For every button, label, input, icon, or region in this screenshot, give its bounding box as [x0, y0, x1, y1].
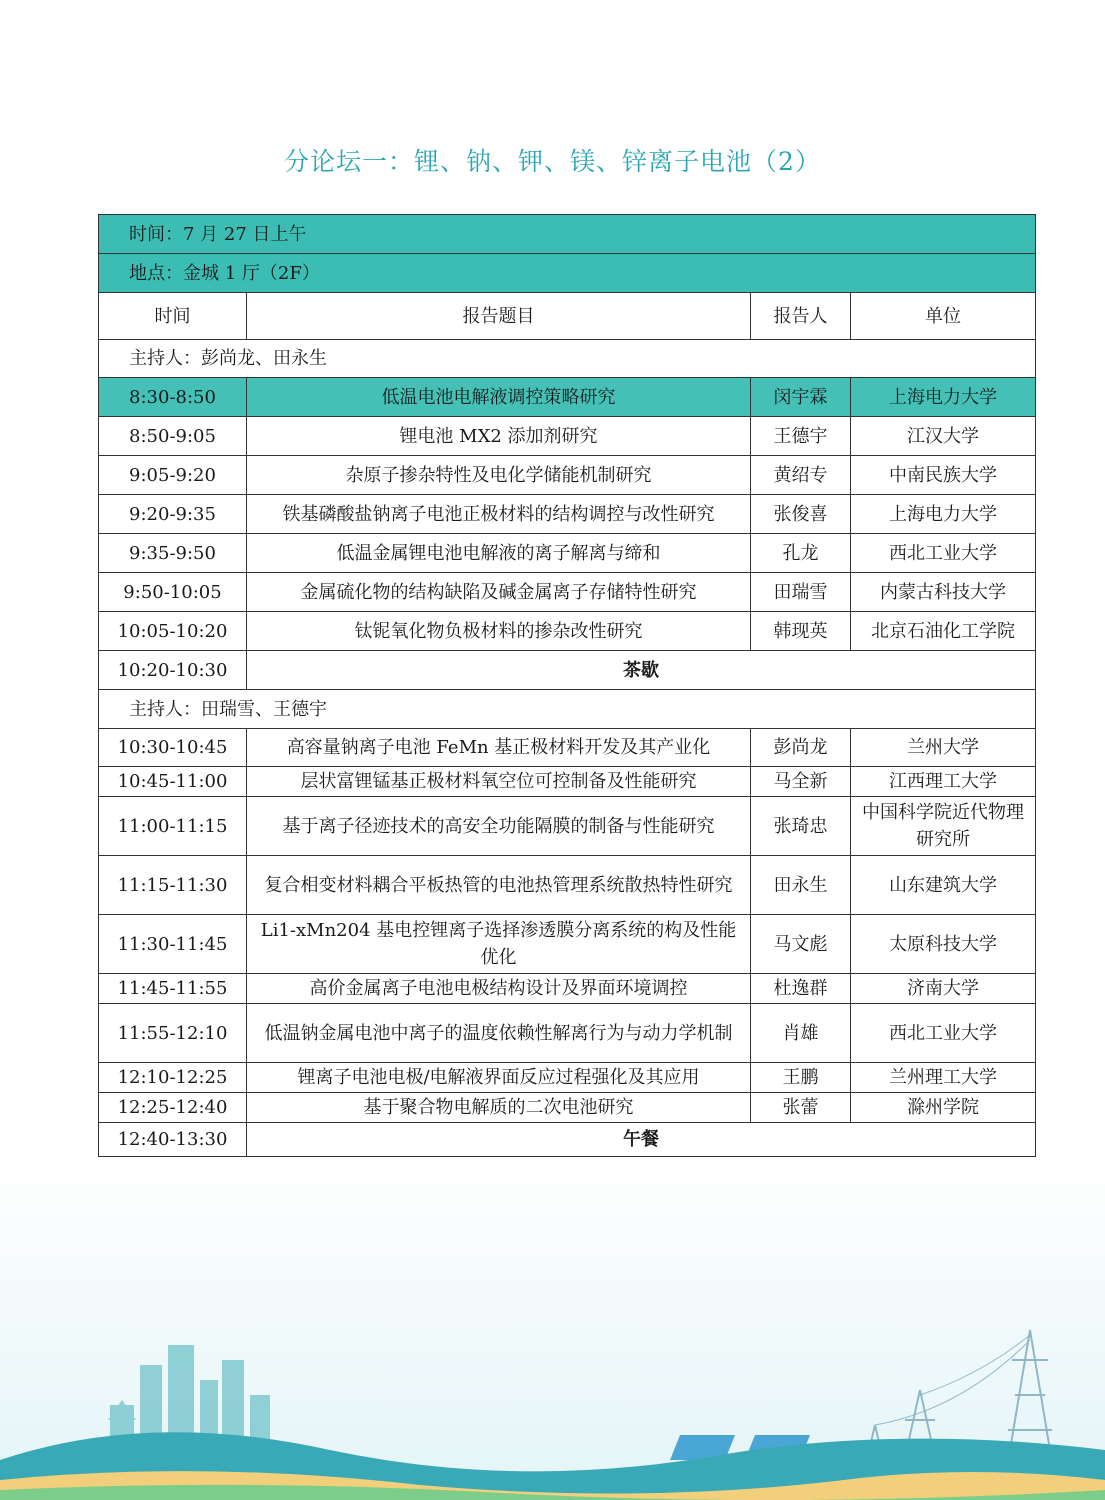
talk-unit: 西北工业大学 — [851, 534, 1036, 573]
table-row — [99, 1063, 1036, 1093]
table-row — [99, 856, 1036, 915]
talk-title: Li1-xMn204 基电控锂离子选择渗透膜分离系统的构及性能优化 — [247, 915, 751, 974]
talk-unit: 中南民族大学 — [851, 456, 1036, 495]
talk-unit: 西北工业大学 — [851, 1004, 1036, 1063]
talk-speaker: 杜逸群 — [751, 974, 851, 1004]
break-time: 10:20-10:30 — [99, 651, 247, 690]
talk-time: 11:55-12:10 — [99, 1004, 247, 1063]
talk-title: 基于聚合物电解质的二次电池研究 — [247, 1093, 751, 1123]
talk-title: 基于离子径迹技术的高安全功能隔膜的制备与性能研究 — [247, 797, 751, 856]
talk-speaker: 孔龙 — [751, 534, 851, 573]
talk-speaker: 王德宇 — [751, 417, 851, 456]
table-row — [99, 612, 1036, 651]
talk-speaker: 韩现英 — [751, 612, 851, 651]
talk-title: 层状富锂锰基正极材料氧空位可控制备及性能研究 — [247, 767, 751, 797]
schedule-table — [98, 214, 1036, 1157]
talk-time: 11:45-11:55 — [99, 974, 247, 1004]
talk-speaker: 张琦忠 — [751, 797, 851, 856]
place-info-row — [99, 254, 1036, 293]
talk-speaker: 王鹏 — [751, 1063, 851, 1093]
talk-speaker: 马文彪 — [751, 915, 851, 974]
table-row — [99, 456, 1036, 495]
talk-title: 低温电池电解液调控策略研究 — [247, 378, 751, 417]
table-row — [99, 573, 1036, 612]
talk-title: 高价金属离子电池电极结构设计及界面环境调控 — [247, 974, 751, 1004]
break-label: 茶歇 — [247, 651, 1036, 690]
page-title: 分论坛一：锂、钠、钾、镁、锌离子电池（2） — [284, 147, 821, 176]
talk-time: 9:05-9:20 — [99, 456, 247, 495]
talk-unit: 北京石油化工学院 — [851, 612, 1036, 651]
talk-time: 11:30-11:45 — [99, 915, 247, 974]
session-place: 地点：金城 1 厅（2F） — [99, 254, 1036, 293]
session-time: 时间：7 月 27 日上午 — [99, 215, 1036, 254]
talk-unit: 济南大学 — [851, 974, 1036, 1004]
talk-speaker: 田永生 — [751, 856, 851, 915]
talk-unit: 中国科学院近代物理研究所 — [851, 797, 1036, 856]
talk-title: 锂电池 MX2 添加剂研究 — [247, 417, 751, 456]
talk-time: 11:00-11:15 — [99, 797, 247, 856]
talk-title: 钛铌氧化物负极材料的掺杂改性研究 — [247, 612, 751, 651]
talk-unit: 兰州理工大学 — [851, 1063, 1036, 1093]
lunch-row — [99, 1123, 1036, 1157]
talk-time: 8:30-8:50 — [99, 378, 247, 417]
talk-unit: 上海电力大学 — [851, 378, 1036, 417]
column-header-speaker: 报告人 — [751, 293, 851, 340]
table-row — [99, 1004, 1036, 1063]
talk-speaker: 彭尚龙 — [751, 729, 851, 767]
time-info-row — [99, 215, 1036, 254]
table-row — [99, 915, 1036, 974]
talk-unit: 上海电力大学 — [851, 495, 1036, 534]
table-row — [99, 495, 1036, 534]
talk-time: 10:45-11:00 — [99, 767, 247, 797]
talk-time: 10:30-10:45 — [99, 729, 247, 767]
column-header-time: 时间 — [99, 293, 247, 340]
talk-title: 低温金属锂电池电解液的离子解离与缔和 — [247, 534, 751, 573]
talk-time: 9:20-9:35 — [99, 495, 247, 534]
talk-unit: 江西理工大学 — [851, 767, 1036, 797]
talk-speaker: 张俊喜 — [751, 495, 851, 534]
talk-speaker: 张蕾 — [751, 1093, 851, 1123]
table-row — [99, 974, 1036, 1004]
lunch-time: 12:40-13:30 — [99, 1123, 247, 1157]
column-header-unit: 单位 — [851, 293, 1036, 340]
break-row — [99, 651, 1036, 690]
table-row — [99, 1093, 1036, 1123]
lunch-label: 午餐 — [247, 1123, 1036, 1157]
talk-unit: 兰州大学 — [851, 729, 1036, 767]
host-label: 主持人：田瑞雪、王德宇 — [99, 690, 1036, 729]
talk-title: 锂离子电池电极/电解液界面反应过程强化及其应用 — [247, 1063, 751, 1093]
table-row — [99, 417, 1036, 456]
talk-unit: 江汉大学 — [851, 417, 1036, 456]
talk-time: 11:15-11:30 — [99, 856, 247, 915]
talk-title: 高容量钠离子电池 FeMn 基正极材料开发及其产业化 — [247, 729, 751, 767]
table-row — [99, 378, 1036, 417]
talk-time: 12:25-12:40 — [99, 1093, 247, 1123]
talk-speaker: 肖雄 — [751, 1004, 851, 1063]
table-row — [99, 729, 1036, 767]
talk-title: 杂原子掺杂特性及电化学储能机制研究 — [247, 456, 751, 495]
talk-time: 8:50-9:05 — [99, 417, 247, 456]
talk-speaker: 黄绍专 — [751, 456, 851, 495]
talk-unit: 内蒙古科技大学 — [851, 573, 1036, 612]
talk-time: 12:10-12:25 — [99, 1063, 247, 1093]
host-row — [99, 340, 1036, 378]
column-header-row — [99, 293, 1036, 340]
talk-unit: 滁州学院 — [851, 1093, 1036, 1123]
table-row — [99, 534, 1036, 573]
talk-speaker: 田瑞雪 — [751, 573, 851, 612]
talk-unit: 太原科技大学 — [851, 915, 1036, 974]
table-row — [99, 797, 1036, 856]
table-row — [99, 767, 1036, 797]
column-header-title: 报告题目 — [247, 293, 751, 340]
host-row — [99, 690, 1036, 729]
talk-time: 10:05-10:20 — [99, 612, 247, 651]
talk-time: 9:50-10:05 — [99, 573, 247, 612]
host-label: 主持人：彭尚龙、田永生 — [99, 340, 1036, 378]
talk-speaker: 闵宇霖 — [751, 378, 851, 417]
talk-title: 铁基磷酸盐钠离子电池正极材料的结构调控与改性研究 — [247, 495, 751, 534]
talk-time: 9:35-9:50 — [99, 534, 247, 573]
talk-unit: 山东建筑大学 — [851, 856, 1036, 915]
talk-title: 金属硫化物的结构缺陷及碱金属离子存储特性研究 — [247, 573, 751, 612]
footer-landscape-illustration — [0, 1160, 1105, 1500]
talk-speaker: 马全新 — [751, 767, 851, 797]
talk-title: 低温钠金属电池中离子的温度依赖性解离行为与动力学机制 — [247, 1004, 751, 1063]
talk-title: 复合相变材料耦合平板热管的电池热管理系统散热特性研究 — [247, 856, 751, 915]
